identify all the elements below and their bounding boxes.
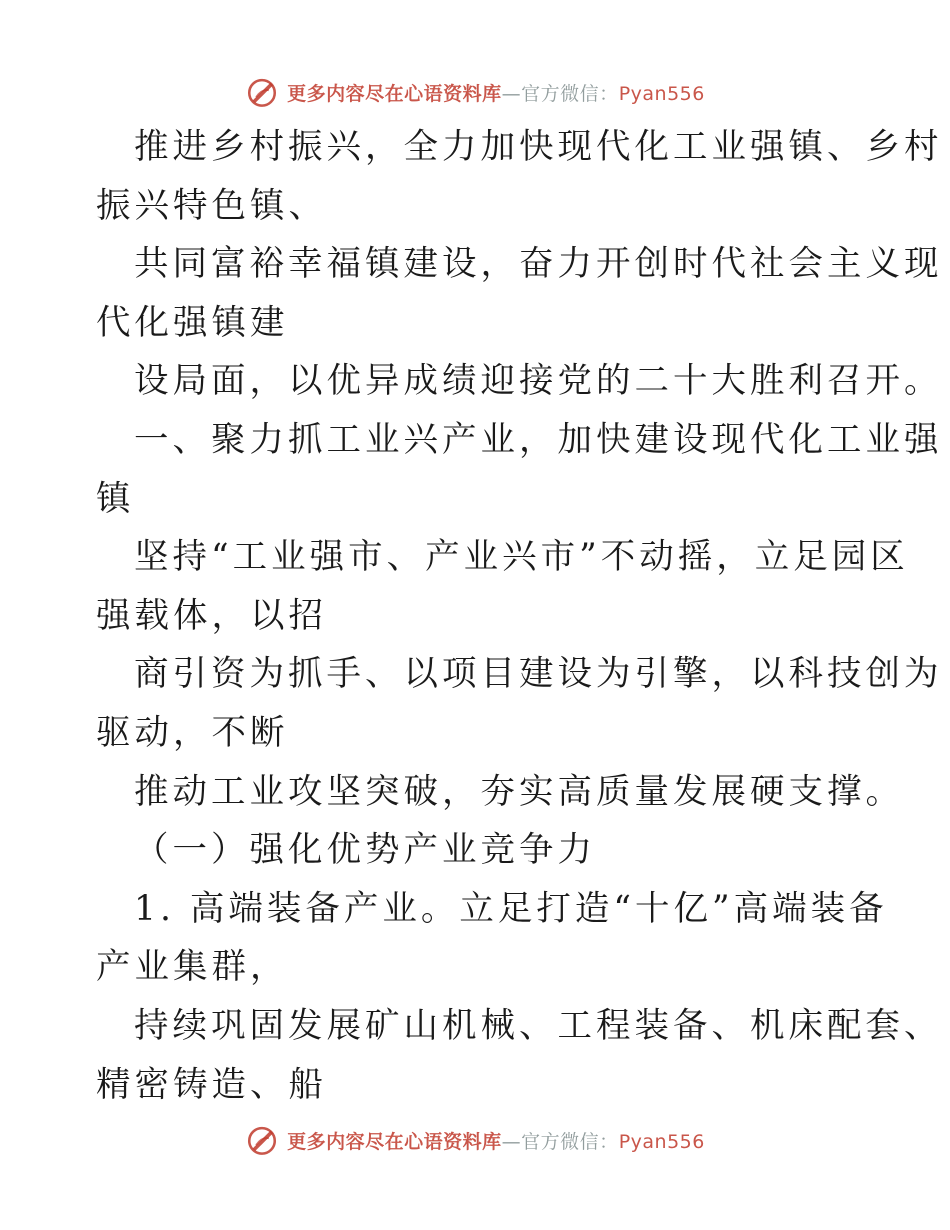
- text-line: 推进乡村振兴，全力加快现代化工业强镇、乡村: [134, 127, 943, 167]
- text-line: 共同富裕幸福镇建设，奋力开创时代社会主义现: [134, 244, 943, 285]
- text-line: 产业集群，: [96, 947, 289, 988]
- text-line: 精密铸造、船: [96, 1064, 327, 1105]
- watermark-separator: —: [501, 1130, 522, 1153]
- text-line: 镇: [96, 478, 135, 519]
- text-line: 推动工业攻坚突破，夯实高质量发展硬支撑。: [134, 771, 904, 812]
- watermark-separator: —: [501, 82, 522, 105]
- text-line: 代化强镇建: [96, 302, 289, 343]
- text-line: 坚持“工业强市、产业兴市”不动摇，立足园区: [134, 537, 909, 578]
- brand-logo-icon: [245, 1123, 279, 1157]
- watermark-promo-text: 更多内容尽在心语资料库: [287, 1130, 502, 1153]
- watermark-wechat-id: Pyan556: [618, 82, 705, 105]
- text-line: 1. 高端装备产业。立足打造“十亿”高端装备: [134, 888, 888, 929]
- footer-watermark: [0, 1120, 950, 1160]
- text-line: 强载体，以招: [96, 595, 327, 636]
- watermark-official-label: 官方微信：: [521, 82, 619, 105]
- document-body: [96, 118, 943, 1114]
- text-line: 驱动，不断: [96, 712, 289, 753]
- text-line: 设局面，以优异成绩迎接党的二十大胜利召开。: [134, 361, 943, 402]
- brand-logo-icon: [245, 75, 279, 109]
- text-line: 商引资为抓手、以项目建设为引擎，以科技创为: [134, 654, 943, 695]
- text-line: 振兴特色镇、: [96, 185, 327, 226]
- watermark-wechat-id: Pyan556: [618, 1130, 705, 1153]
- text-line: 一、聚力抓工业兴产业，加快建设现代化工业强: [134, 419, 943, 460]
- header-watermark: [0, 72, 950, 112]
- text-line: 持续巩固发展矿山机械、工程装备、机床配套、: [134, 1005, 943, 1046]
- text-line: （一）强化优势产业竞争力: [134, 830, 596, 871]
- watermark-official-label: 官方微信：: [521, 1130, 619, 1153]
- watermark-promo-text: 更多内容尽在心语资料库: [287, 82, 502, 105]
